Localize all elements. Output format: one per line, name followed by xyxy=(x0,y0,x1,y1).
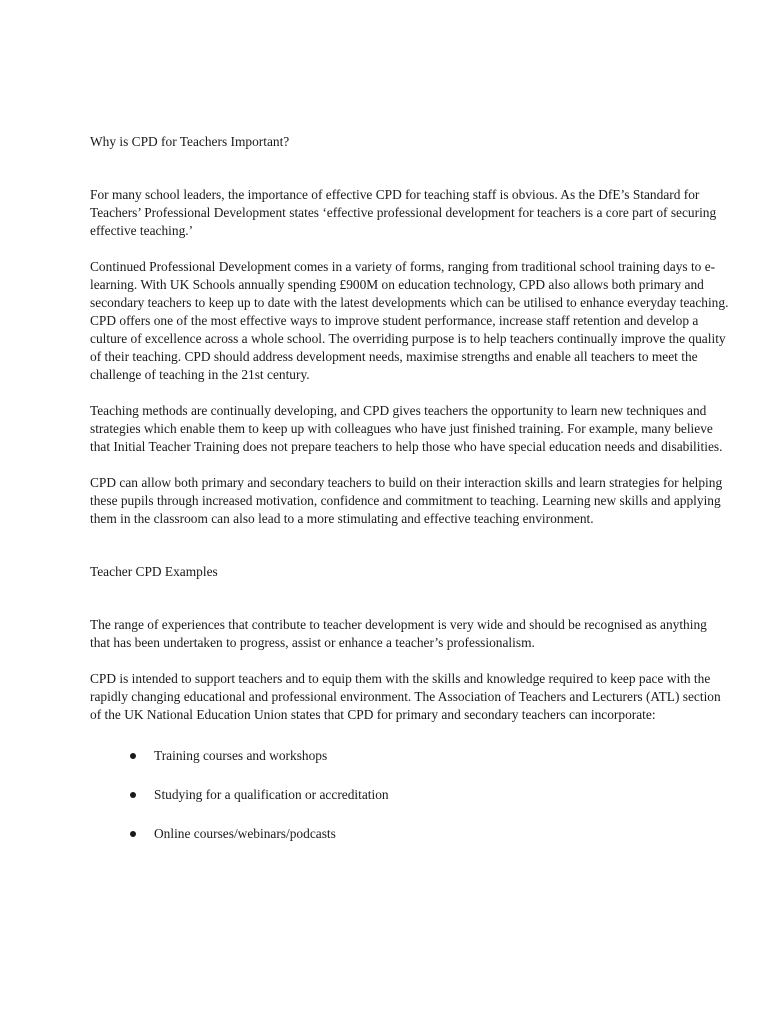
list-item xyxy=(90,825,730,843)
list-item xyxy=(90,786,730,804)
section-heading-cpd-examples: Teacher CPD Examples xyxy=(90,564,218,579)
paragraph: Continued Professional Development comes in a variety of forms, ranging from traditional school training days to e-learning. With UK Schools annually spending £900M on education technology, CPD also allows both primary and secondary teachers to keep up to date with the latest developments which can be utilised to enhance everyday teaching. CPD offers one of the most effective ways to improve student performance, increase staff retention and develop a culture of excellence across a whole school. The overriding purpose is to help teachers continually improve the quality of their teaching. CPD should address development needs, maximise strengths and enable all teachers to meet the challenge of teaching in the 21st century. xyxy=(90,259,729,382)
document-page xyxy=(90,0,730,864)
bullet-icon xyxy=(130,753,136,759)
bullet-icon xyxy=(130,792,136,798)
paragraph: CPD is intended to support teachers and to equip them with the skills and knowledge required to keep pace with the rapidly changing educational and professional environment. The Association of Teachers and Lecturers (ATL) section of the UK National Education Union states that CPD for primary and secondary teachers can incorporate: xyxy=(90,671,721,722)
list-item xyxy=(90,747,730,765)
list-item-text: Training courses and workshops xyxy=(154,748,328,763)
section-heading-why-cpd: Why is CPD for Teachers Important? xyxy=(90,134,290,149)
paragraph: For many school leaders, the importance of effective CPD for teaching staff is obvious. As the DfE’s Standard for Teachers’ Professional Development states ‘effective professional development for teachers is a core part of securing effective teaching.’ xyxy=(90,187,717,238)
paragraph: Teaching methods are continually developing, and CPD gives teachers the opportunity to learn new techniques and strategies which enable them to keep up with colleagues who have just finished training. For example, many believe that Initial Teacher Training does not prepare teachers to help those who have special education needs and disabilities. xyxy=(90,403,723,454)
bullet-list xyxy=(90,747,730,843)
paragraph: The range of experiences that contribute to teacher development is very wide and should be recognised as anything that has been undertaken to progress, assist or enhance a teacher’s professionalism. xyxy=(90,617,707,650)
paragraph: CPD can allow both primary and secondary teachers to build on their interaction skills and learn strategies for helping these pupils through increased motivation, confidence and commitment to teaching. Learning new skills and applying them in the classroom can also lead to a more stimulating and effective teaching environment. xyxy=(90,475,723,526)
bullet-icon xyxy=(130,831,136,837)
list-item-text: Online courses/webinars/podcasts xyxy=(154,826,336,841)
list-item-text: Studying for a qualification or accreditation xyxy=(154,787,389,802)
